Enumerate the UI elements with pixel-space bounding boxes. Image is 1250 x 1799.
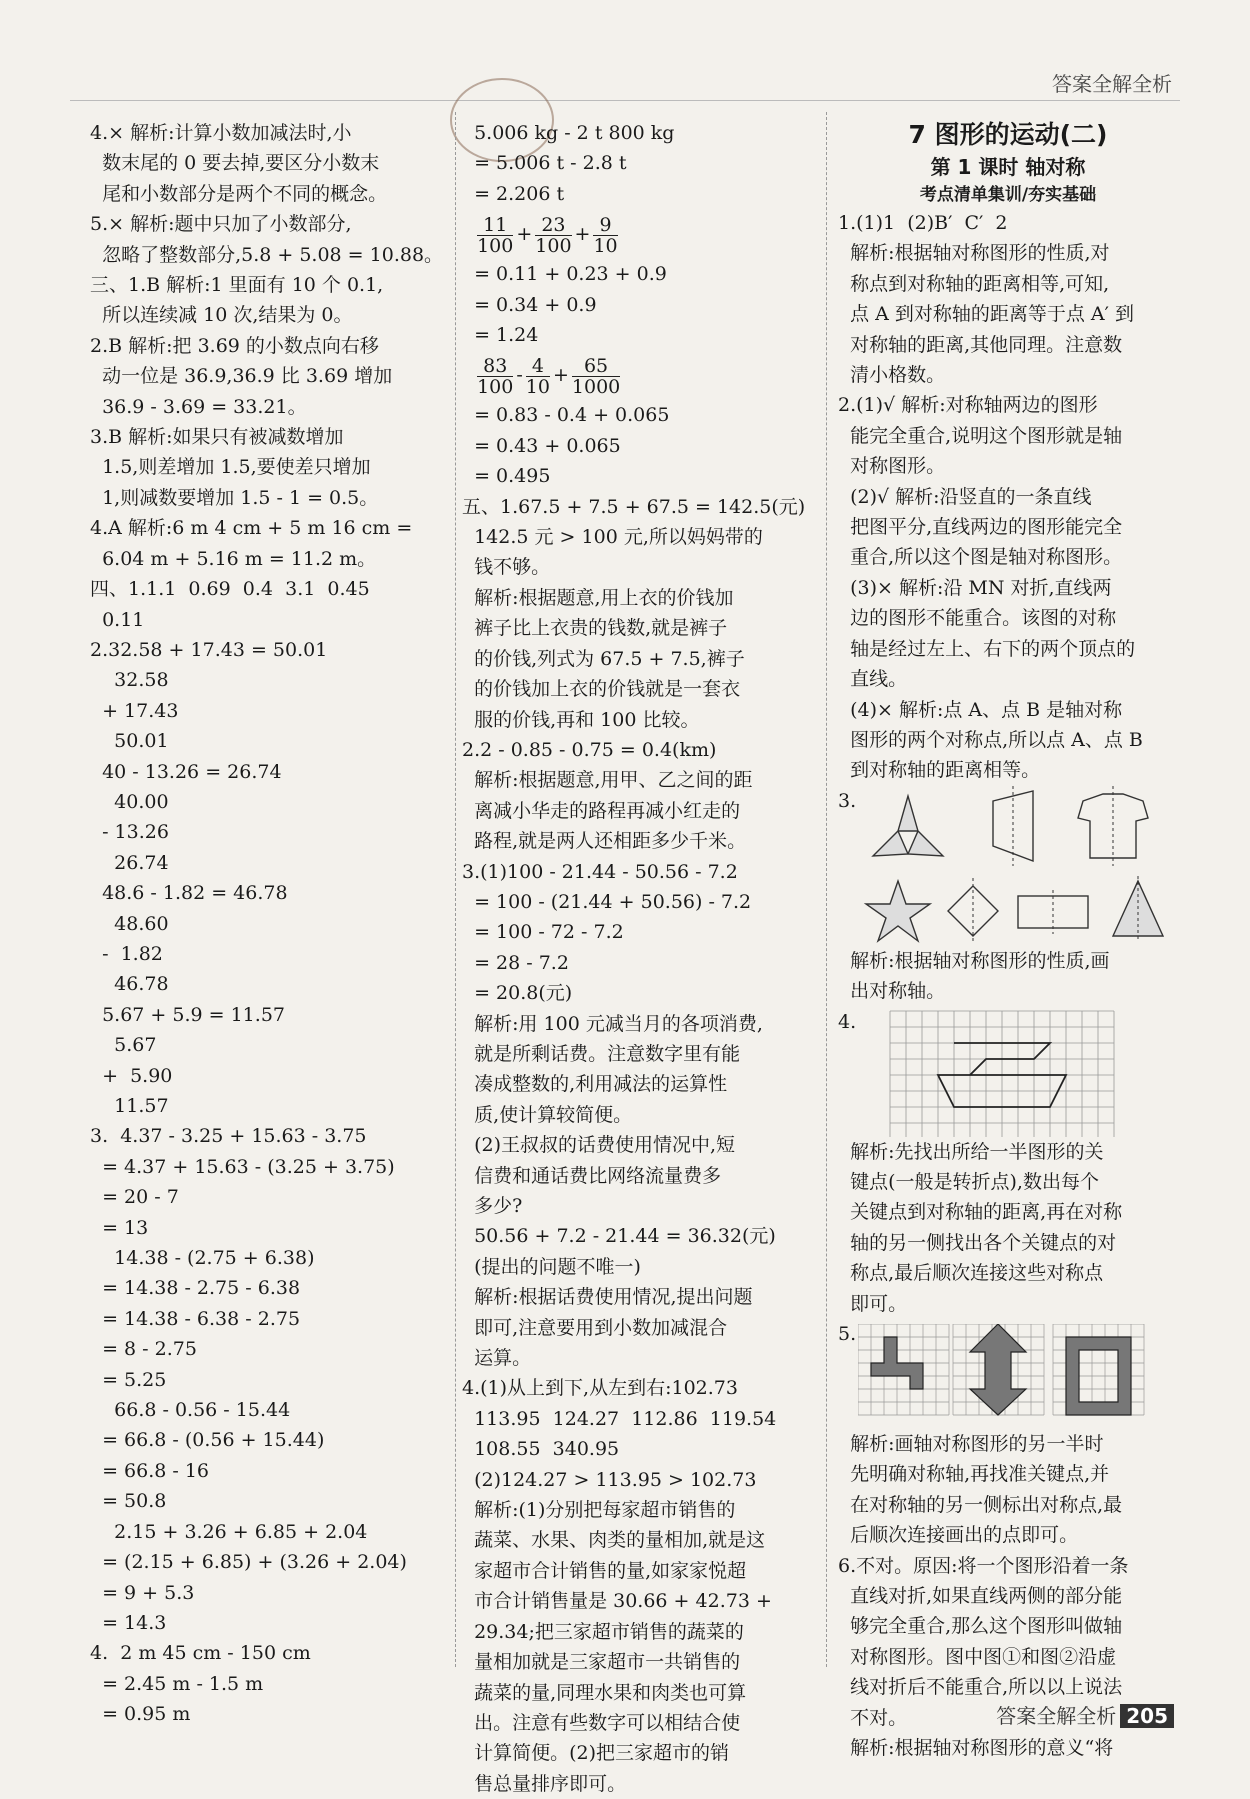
- text-line: = 0.11 + 0.23 + 0.9: [462, 263, 667, 286]
- text-line: 点 A 到对称轴的距离等于点 A′ 到: [838, 303, 1134, 326]
- text-line: 2.32.58 + 17.43 = 50.01: [90, 638, 328, 661]
- text-line: 五、1.67.5 + 7.5 + 67.5 = 142.5(元): [462, 495, 806, 518]
- section-title: 考点清单集训/夯实基础: [919, 185, 1097, 205]
- text-line: 解析:(1)分别把每家超市销售的: [462, 1499, 736, 1522]
- text-line: 即可。: [838, 1292, 908, 1315]
- text-line: 的价钱加上衣的价钱就是一套衣: [462, 678, 741, 701]
- text-line: = 20 - 7: [90, 1186, 179, 1209]
- text-line: = 14.38 - 6.38 - 2.75: [90, 1307, 301, 1330]
- text-line: (2)124.27 > 113.95 > 102.73: [462, 1468, 757, 1491]
- header-title: 答案全解全析: [1052, 72, 1172, 96]
- text-line: 48.6 - 1.82 = 46.78: [90, 882, 288, 905]
- text-line: 26.74: [90, 851, 169, 874]
- text-line: (3)× 解析:沿 MN 对折,直线两: [838, 576, 1112, 599]
- text-line: 清小格数。: [838, 364, 946, 387]
- text-line: = 50.8: [90, 1490, 167, 1513]
- fraction-expression: $\frac{83}{100}$ - $\frac{4}{10}$ + $\frac{65}{1000}$: [477, 354, 621, 398]
- text-line: 直线。: [838, 668, 908, 691]
- text-line: = 2.45 m - 1.5 m: [90, 1672, 264, 1695]
- text-line: 信费和通话费比网络流量费多: [462, 1164, 722, 1187]
- text-line: 48.60: [90, 912, 169, 935]
- column-divider: [455, 112, 456, 1667]
- text-line: = 5.006 t - 2.8 t: [462, 152, 627, 175]
- text-line: 1,则减数要增加 1.5 - 1 = 0.5。: [90, 486, 379, 509]
- text-line: 0.11: [90, 608, 145, 631]
- text-line: 1.(1)1 (2)B′ C′ 2: [838, 212, 1008, 234]
- text-line: 2.B 解析:把 3.69 的小数点向右移: [90, 334, 379, 357]
- answer-column-1: [90, 118, 450, 1730]
- text-line: 2.(1)√ 解析:对称轴两边的图形: [838, 394, 1098, 417]
- text-line: 轴是经过左上、右下的两个顶点的: [838, 637, 1136, 660]
- text-line: 14.38 - (2.75 + 6.38): [90, 1247, 315, 1270]
- text-line: 4.A 解析:6 m 4 cm + 5 m 16 cm =: [90, 517, 413, 540]
- text-line: 对称轴的距离,其他同理。注意数: [838, 333, 1123, 356]
- text-line: 对称图形。: [838, 455, 946, 478]
- text-line: (提出的问题不唯一): [462, 1255, 641, 1278]
- text-line: 关键点到对称轴的距离,再在对称: [838, 1201, 1123, 1224]
- grid-svg: [886, 1007, 1126, 1137]
- text-line: 6.04 m + 5.16 m = 11.2 m。: [90, 547, 377, 570]
- chapter-title: 7 图形的运动(二): [908, 120, 1108, 149]
- text-line: (4)× 解析:点 A、点 B 是轴对称: [838, 698, 1123, 721]
- text-line: 1.5,则差增加 1.5,要使差只增加: [90, 456, 371, 479]
- text-line: 蔬菜的量,同理水果和肉类也可算: [462, 1681, 747, 1704]
- text-line: 解析:根据轴对称图形的性质,对: [838, 242, 1110, 265]
- text-line: 在对称轴的另一侧标出对称点,最: [838, 1493, 1123, 1516]
- text-line: 出。注意有些数字可以相结合使: [462, 1711, 741, 1734]
- text-line: 家超市合计销售的量,如家家悦超: [462, 1559, 747, 1582]
- text-line: 尾和小数部分是两个不同的概念。: [90, 182, 388, 205]
- footer: 答案全解全析 205: [996, 1700, 1174, 1729]
- text-line: 对称图形。图中图①和图②沿虚: [838, 1645, 1117, 1668]
- text-line: 把图平分,直线两边的图形能完全: [838, 516, 1123, 539]
- symmetry-shapes-figure: 3.: [838, 786, 1178, 946]
- text-line: 质,使计算较简便。: [462, 1103, 633, 1126]
- text-line: 出对称轴。: [838, 980, 946, 1003]
- text-line: 够完全重合,那么这个图形叫做轴: [838, 1615, 1123, 1638]
- answer-column-3: [838, 118, 1178, 1763]
- text-line: 5.67: [90, 1034, 157, 1057]
- text-line: 4. 2 m 45 cm - 150 cm: [90, 1642, 311, 1665]
- text-line: 图形的两个对称点,所以点 A、点 B: [838, 728, 1143, 751]
- text-line: 5.67 + 5.9 = 11.57: [90, 1003, 285, 1026]
- text-line: 数末尾的 0 要去掉,要区分小数末: [90, 152, 380, 175]
- text-line: 解析:根据题意,用上衣的价钱加: [462, 586, 734, 609]
- text-line: 重合,所以这个图是轴对称图形。: [838, 546, 1123, 569]
- text-line: 解析:画轴对称图形的另一半时: [838, 1432, 1104, 1455]
- text-line: 动一位是 36.9,36.9 比 3.69 增加: [90, 365, 393, 388]
- text-line: 6.不对。原因:将一个图形沿着一条: [838, 1554, 1129, 1577]
- text-line: 46.78: [90, 973, 169, 996]
- text-line: 142.5 元 > 100 元,所以妈妈带的: [462, 526, 763, 549]
- text-line: 3. 4.37 - 3.25 + 15.63 - 3.75: [90, 1125, 367, 1148]
- text-line: = 0.95 m: [90, 1703, 191, 1726]
- text-line: 称点,最后顺次连接这些对称点: [838, 1262, 1104, 1285]
- text-line: = 0.495: [462, 465, 551, 488]
- text-line: 就是所剩话费。注意数字里有能: [462, 1042, 741, 1065]
- text-line: 市合计销售量是 30.66 + 42.73 +: [462, 1590, 772, 1613]
- text-line: 50.01: [90, 730, 169, 753]
- text-line: 即可,注意要用到小数加减混合: [462, 1316, 728, 1339]
- text-line: 3.B 解析:如果只有被减数增加: [90, 426, 344, 449]
- text-line: = 8 - 2.75: [90, 1338, 197, 1361]
- text-line: 解析:根据轴对称图形的性质,画: [838, 949, 1110, 972]
- text-line: 11.57: [90, 1095, 169, 1117]
- text-line: = 100 - (21.44 + 50.56) - 7.2: [462, 890, 752, 913]
- text-line: 解析:用 100 元减当月的各项消费,: [462, 1012, 763, 1035]
- text-line: (2)√ 解析:沿竖直的一条直线: [838, 485, 1092, 508]
- text-line: = 100 - 72 - 7.2: [462, 921, 624, 944]
- text-line: 3.(1)100 - 21.44 - 50.56 - 7.2: [462, 860, 738, 883]
- text-line: + 5.90: [90, 1064, 173, 1087]
- text-line: 三、1.B 解析:1 里面有 10 个 0.1,: [90, 274, 384, 297]
- text-line: 称点到对称轴的距离相等,可知,: [838, 272, 1110, 295]
- text-line: = 14.3: [90, 1611, 167, 1634]
- text-line: 36.9 - 3.69 = 33.21。: [90, 395, 307, 418]
- text-line: 40 - 13.26 = 26.74: [90, 760, 282, 783]
- text-line: 四、1.1.1 0.69 0.4 3.1 0.45: [90, 578, 370, 601]
- text-line: 凑成整数的,利用减法的运算性: [462, 1073, 728, 1096]
- text-line: 能完全重合,说明这个图形就是轴: [838, 424, 1123, 447]
- text-line: 键点(一般是转折点),数出每个: [838, 1170, 1099, 1193]
- text-line: + 17.43: [90, 699, 179, 722]
- text-line: = 2.206 t: [462, 182, 565, 205]
- text-line: = 0.43 + 0.065: [462, 434, 621, 457]
- text-line: = 5.25: [90, 1368, 167, 1391]
- text-line: 66.8 - 0.56 - 15.44: [90, 1399, 291, 1422]
- text-line: 2.15 + 3.26 + 6.85 + 2.04: [90, 1520, 368, 1543]
- text-line: 4.(1)从上到下,从左到右:102.73: [462, 1377, 738, 1400]
- text-line: 计算简便。(2)把三家超市的销: [462, 1742, 729, 1765]
- text-line: 蔬菜、水果、肉类的量相加,就是这: [462, 1529, 766, 1552]
- text-line: = 13: [90, 1216, 149, 1239]
- text-line: 所以连续减 10 次,结果为 0。: [90, 304, 353, 327]
- fraction-expression: $\frac{11}{100}$ + $\frac{23}{100}$ + $\frac{9}{10}$: [477, 213, 618, 257]
- text-line: 边的图形不能重合。该图的对称: [838, 607, 1117, 630]
- text-line: 2.2 - 0.85 - 0.75 = 0.4(km): [462, 738, 717, 761]
- text-line: = 28 - 7.2: [462, 951, 569, 974]
- shapes-grid-svg: [858, 1324, 1158, 1434]
- text-line: 29.34;把三家超市销售的蔬菜的: [462, 1620, 744, 1643]
- grid-symmetry-figure: 4.: [838, 1007, 1178, 1137]
- text-line: 4.× 解析:计算小数加减法时,小: [90, 122, 352, 144]
- text-line: - 1.82: [90, 942, 163, 965]
- text-line: 40.00: [90, 790, 169, 813]
- text-line: 线对折后不能重合,所以以上说法: [838, 1676, 1123, 1699]
- text-line: 服的价钱,再和 100 比较。: [462, 708, 700, 731]
- text-line: 离减小华走的路程再减小红走的: [462, 799, 741, 822]
- text-line: 50.56 + 7.2 - 21.44 = 36.32(元): [462, 1225, 776, 1248]
- text-line: - 13.26: [90, 821, 169, 844]
- text-line: 5.× 解析:题中只加了小数部分,: [90, 213, 352, 236]
- text-line: 运算。: [462, 1347, 532, 1370]
- text-line: 直线对折,如果直线两侧的部分能: [838, 1585, 1123, 1607]
- text-line: 先明确对称轴,再找准关键点,并: [838, 1463, 1110, 1486]
- text-line: 解析:根据题意,用甲、乙之间的距: [462, 769, 753, 792]
- lesson-title: 第 1 课时 轴对称: [930, 155, 1086, 179]
- text-line: 钱不够。: [462, 556, 551, 579]
- text-line: 5.006 kg - 2 t 800 kg: [462, 122, 675, 144]
- text-line: 32.58: [90, 669, 169, 692]
- text-line: 不对。: [838, 1706, 908, 1729]
- text-line: = 66.8 - (0.56 + 15.44): [90, 1429, 325, 1452]
- text-line: 裤子比上衣贵的钱数,就是裤子: [462, 617, 728, 640]
- text-line: 解析:根据话费使用情况,提出问题: [462, 1286, 753, 1309]
- answer-column-2: [462, 118, 832, 1799]
- header-rule: [70, 100, 1180, 101]
- text-line: = 9 + 5.3: [90, 1581, 195, 1604]
- text-line: 轴的另一侧找出各个关键点的对: [838, 1231, 1117, 1254]
- text-line: 108.55 340.95: [462, 1438, 620, 1461]
- text-line: = 1.24: [462, 324, 539, 347]
- text-line: 售总量排序即可。: [462, 1772, 627, 1795]
- text-line: 忽略了整数部分,5.8 + 5.08 = 10.88。: [90, 243, 444, 266]
- text-line: 113.95 124.27 112.86 119.54: [462, 1407, 777, 1430]
- text-line: = (2.15 + 6.85) + (3.26 + 2.04): [90, 1551, 407, 1574]
- text-line: 后顺次连接画出的点即可。: [838, 1524, 1079, 1547]
- text-line: 解析:先找出所给一半图形的关: [838, 1140, 1104, 1163]
- text-line: 的价钱,列式为 67.5 + 7.5,裤子: [462, 647, 745, 670]
- text-line: 解析:根据轴对称图形的意义“将: [838, 1737, 1114, 1760]
- completed-shapes-figure: 5.: [838, 1319, 1178, 1429]
- text-line: = 20.8(元): [462, 982, 573, 1005]
- shapes-svg: [858, 786, 1178, 946]
- text-line: 量相加就是三家超市一共销售的: [462, 1651, 741, 1674]
- text-line: = 0.83 - 0.4 + 0.065: [462, 404, 670, 427]
- text-line: = 4.37 + 15.63 - (3.25 + 3.75): [90, 1155, 395, 1178]
- page-number: 205: [1120, 1704, 1174, 1728]
- text-line: 路程,就是两人还相距多少千米。: [462, 830, 747, 853]
- text-line: = 14.38 - 2.75 - 6.38: [90, 1277, 301, 1300]
- text-line: = 0.34 + 0.9: [462, 293, 597, 316]
- text-line: (2)王叔叔的话费使用情况中,短: [462, 1134, 736, 1157]
- text-line: = 66.8 - 16: [90, 1459, 210, 1482]
- text-line: 多少?: [462, 1195, 523, 1217]
- text-line: 到对称轴的距离相等。: [838, 759, 1041, 782]
